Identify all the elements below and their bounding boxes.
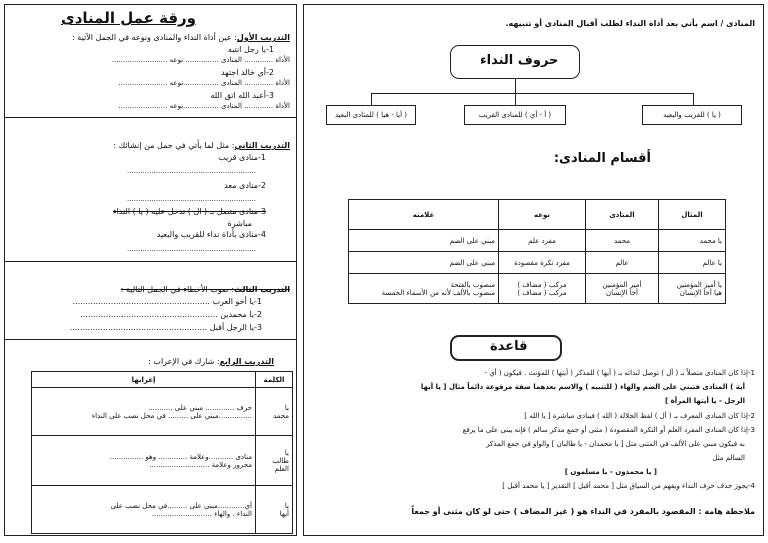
- table-cell: مبني على الضم: [349, 230, 499, 252]
- answer-dots: ..........................................................: [126, 195, 256, 203]
- vocative-types-table: [348, 199, 726, 304]
- divider: [5, 117, 296, 118]
- exercise-3-item-1: 1-يا أخو العرب ......................................................: [72, 297, 262, 306]
- table-header: الكلمة: [256, 372, 293, 388]
- table-cell-parsing: منادى ...........وعلامة ............. وهو ............... مجرور وعلامة ...........................: [32, 436, 256, 486]
- tree-connector: [371, 93, 372, 105]
- table-header: علامته: [349, 200, 499, 230]
- table-cell: محمد: [586, 230, 659, 252]
- exercise-1-sentence-2: 2-أي خالد اجتهد: [220, 68, 274, 77]
- rule-line-6: به فيكون مبني على الألف في المثنى مثل [ يا محمدان - يا طالبان ] والواو في جمع المذكر: [486, 440, 745, 448]
- letters-box-near-far: ( يا ) للقريب والبعيد: [642, 105, 742, 125]
- exercise-2-item-4: 4-منادى بأداة نداء للقريب والبعيد: [156, 230, 266, 239]
- table-cell: منصوب بالفتحة منصوب بالألف لأنه من الأسماء الخمسة: [349, 274, 499, 304]
- table-cell: يا محمد: [659, 230, 726, 252]
- exercise-1-answer-3: الأداة ............. المنادى ................نوعه ......................: [118, 102, 290, 110]
- table-cell: يا عالم: [659, 252, 726, 274]
- divider: [5, 261, 296, 262]
- table-header: إعرابها: [32, 372, 256, 388]
- exercise-2-item-2: 2-منادى معد: [224, 181, 266, 190]
- divider: [5, 339, 296, 340]
- table-cell: عالم: [586, 252, 659, 274]
- table-cell-parsing: حرف ............. مبني على ........... ...............مبني على ......... في محل نصب على النداء: [32, 388, 256, 436]
- table-cell-word: يا طالب العلم: [256, 436, 293, 486]
- definition-heading: المنادى / اسم يأتي بعد أداة النداء لطلب أقبال المنادى أو تنبيهه.: [505, 19, 755, 28]
- exercise-1-answer-1: الأداة ............. المنادى ............... نوعه .........................: [111, 56, 290, 64]
- important-note: ملاحظة هامة : المقصود بالمفرد في النداء هو ( غير المضاف ) حتى لو كان مثنى أو جمعاً: [411, 507, 755, 516]
- exercise-3-item-3: 3-يا الرجل أقبل ......................................................: [69, 323, 262, 332]
- exercise-1-answer-2: الأداة ............. المنادى ................نوعه ......................: [118, 79, 290, 87]
- vocative-letters-title: حروف النداء: [480, 53, 559, 68]
- table-cell: مفرد نكرة مقصودة: [499, 252, 586, 274]
- table-cell: مفرد علم: [499, 230, 586, 252]
- table-cell: أمير المؤمنين أخا الإنسان: [586, 274, 659, 304]
- table-cell-word: يا محمد: [256, 388, 293, 436]
- exercise-1-sentence-3: 3-أعبد الله اتق الله: [210, 91, 274, 100]
- tree-connector: [515, 79, 516, 93]
- rule-line-5: 3-إذا كان المنادى المفرد العلم أو النكرة المقصودة ( مثنى أو جمع مذكر سالم ) فإنه يبنى على ما يرفع: [462, 426, 755, 434]
- exercise-1-heading: التدريب الأول: عين أداة النداء والمنادى ونوعه في الجمل الآتية :: [72, 33, 290, 42]
- vocative-types-title: أقسام المنادى:: [553, 151, 651, 166]
- letters-box-near: ( أ - أي ) للمنادى القريب: [464, 105, 566, 125]
- rule-title: قاعدة: [490, 339, 528, 354]
- rule-line-1: 1-إذا كان المنادى متصلاً بـ ( أل ) توصل لندائه بـ ( أيها ) للمذكر ( أيتها ) للمؤنث . فيكون ( أي -: [484, 369, 755, 377]
- table-header: المثال: [659, 200, 726, 230]
- table-cell-word: يا أيها: [256, 486, 293, 534]
- exercise-3-item-2: 2-يا محمدين ......................................................: [80, 310, 262, 319]
- tree-connector: [371, 93, 693, 94]
- rule-line-2: أية ) المنادى فتبني على الضم والهاء ( للتنبيه ) والاسم بعدهما صفة مرفوعة دائماً مثال [ يا أيها: [420, 383, 745, 391]
- rule-line-3: الرجل - يا أيتها المرأة ]: [665, 397, 745, 405]
- rule-line-4: 2-إذا كان المنادى المعرف بـ ( أل ) لفظ الجلالة ( الله ) فينادى مباشرة [ يا الله ]: [524, 412, 755, 420]
- table-cell: مبني على الضم: [349, 252, 499, 274]
- table-cell: مركب ( مضاف ) مركب ( مضاف ): [499, 274, 586, 304]
- table-cell-parsing: أي............مبني على .........في محل نصب على النداء . والهاء ...........................: [32, 486, 256, 534]
- table-cell: يا أمير المؤمنين هيا أخا الإنسان: [659, 274, 726, 304]
- parsing-table: [31, 371, 293, 534]
- table-header: نوعه: [499, 200, 586, 230]
- tree-connector: [515, 93, 516, 105]
- exercise-1-sentence-1: 1-يا رجل انتبه: [227, 45, 274, 54]
- exercise-2-item-3: 3-منادى متصل بـ ( ال ) تدخل عليه ( يا ) النداء: [112, 207, 266, 216]
- rule-line-8: [ يا محمدون - يا مسلمون ]: [564, 468, 657, 476]
- exercise-2-item-1: 1-منادى قريب: [218, 153, 266, 162]
- rule-line-9: 4-يجوز حذف حرف النداء ويفهم من السياق مثل [ محمد أقبل ] التقدير [ يا محمد أقبل ]: [502, 482, 755, 490]
- table-header: المنادى: [586, 200, 659, 230]
- exercise-4-heading: التدريب الرابع: شارك في الإعراب :: [148, 357, 274, 366]
- exercise-2-heading: التدريب الثاني: مثل لما يأتي في جمل من إنشائك :: [113, 141, 290, 150]
- lesson-page: [303, 4, 764, 536]
- rule-line-7: السالم مثل: [712, 454, 745, 462]
- answer-dots: ..........................................................: [126, 245, 256, 253]
- exercise-2-item-3-cont: مباشرة: [227, 219, 252, 228]
- worksheet-page: [4, 4, 297, 536]
- letters-box-far: ( أيا - هيا ) للمنادى البعيد: [326, 105, 416, 125]
- answer-dots: ..........................................................: [126, 167, 256, 175]
- worksheet-title: ورقة عمل المنادى: [60, 9, 196, 27]
- exercise-3-heading: التدريب الثالث: صوب الأخطاء في الجمل التالية :: [120, 285, 290, 294]
- tree-connector: [693, 93, 694, 105]
